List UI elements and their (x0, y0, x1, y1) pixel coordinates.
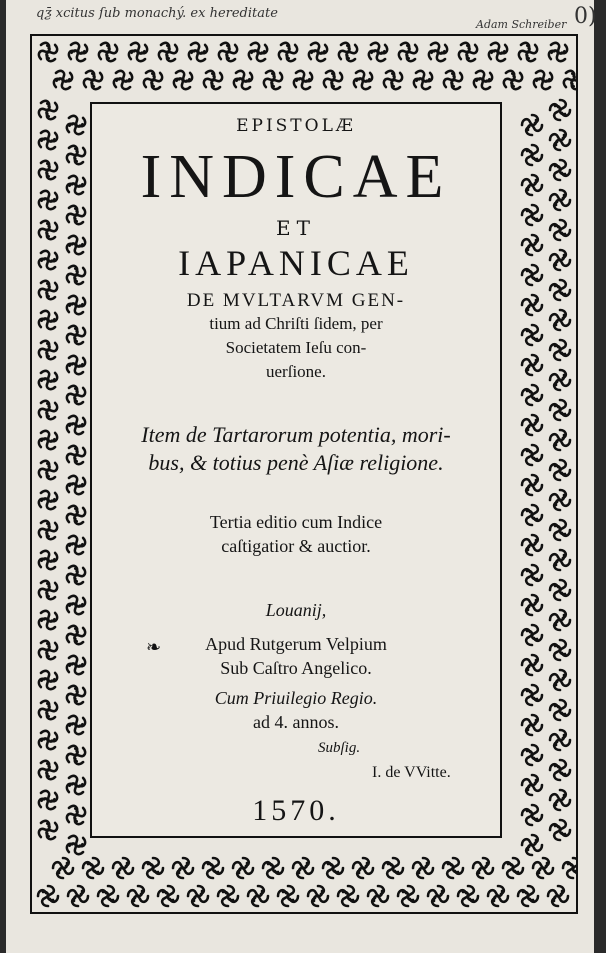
border-fleuron-icon (522, 685, 542, 705)
border-fleuron-icon (550, 130, 570, 150)
border-fleuron-icon (62, 411, 90, 439)
border-fleuron-icon (62, 831, 90, 859)
border-fleuron-icon (154, 38, 182, 66)
border-fleuron-icon (169, 66, 197, 94)
border-fleuron-icon (34, 456, 62, 484)
border-fleuron-icon (62, 621, 90, 649)
hedera-icon: ❧ (146, 637, 162, 658)
border-fleuron-icon (522, 655, 542, 675)
border-fleuron-icon (522, 415, 542, 435)
border-fleuron-icon (550, 520, 570, 540)
border-fleuron-icon (62, 741, 90, 769)
border-fleuron-icon (62, 351, 90, 379)
border-fleuron-icon (62, 111, 90, 139)
border-fleuron-icon (409, 66, 437, 94)
border-fleuron-icon (139, 66, 167, 94)
border-fleuron-icon (62, 201, 90, 229)
border-fleuron-icon (349, 66, 377, 94)
border-fleuron-icon (79, 66, 107, 94)
border-fleuron-icon (522, 565, 542, 585)
border-fleuron-icon (550, 730, 570, 750)
border-fleuron-icon (34, 756, 62, 784)
border-fleuron-icon (62, 531, 90, 559)
border-fleuron-icon (469, 66, 497, 94)
border-fleuron-icon (522, 145, 542, 165)
border-fleuron-icon (62, 801, 90, 829)
border-fleuron-icon (548, 886, 568, 906)
border-fleuron-icon (522, 265, 542, 285)
border-fleuron-icon (353, 858, 373, 878)
border-fleuron-icon (522, 835, 542, 855)
border-fleuron-icon (522, 625, 542, 645)
border-fleuron-icon (34, 636, 62, 664)
border-fleuron-icon (62, 231, 90, 259)
border-fleuron-icon (522, 805, 542, 825)
border-fleuron-icon (522, 535, 542, 555)
imprint-place: Louanij, (265, 600, 327, 620)
border-fleuron-icon (522, 595, 542, 615)
border-fleuron-icon (289, 66, 317, 94)
border-fleuron-icon (34, 606, 62, 634)
border-fleuron-icon (488, 886, 508, 906)
border-fleuron-icon (550, 790, 570, 810)
edition-line-1: Tertia editio cum Indice (209, 512, 383, 532)
border-fleuron-icon (308, 886, 328, 906)
border-fleuron-icon (184, 38, 212, 66)
border-fleuron-icon (522, 745, 542, 765)
border-fleuron-icon (34, 576, 62, 604)
border-fleuron-icon (233, 858, 253, 878)
border-fleuron-icon (62, 711, 90, 739)
border-fleuron-icon (550, 430, 570, 450)
border-fleuron-icon (550, 550, 570, 570)
border-fleuron-icon (424, 38, 452, 66)
title-page (6, 0, 597, 953)
border-fleuron-icon (218, 886, 238, 906)
border-fleuron-icon (522, 115, 542, 135)
border-fleuron-icon (34, 126, 62, 154)
border-fleuron-icon (94, 38, 122, 66)
border-fleuron-icon (34, 696, 62, 724)
border-fleuron-icon (274, 38, 302, 66)
border-fleuron-icon (113, 858, 133, 878)
border-fleuron-icon (398, 886, 418, 906)
border-fleuron-icon (550, 580, 570, 600)
subtitle-line-1: DE MVLTARVM GEN- (186, 290, 406, 311)
border-fleuron-icon (214, 38, 242, 66)
privilege-line-1: Cum Priuilegio Regio. (214, 688, 378, 708)
border-fleuron-icon (364, 38, 392, 66)
border-fleuron-icon (68, 886, 88, 906)
border-fleuron-icon (559, 66, 576, 94)
border-fleuron-icon (34, 186, 62, 214)
border-fleuron-icon (522, 235, 542, 255)
border-fleuron-icon (522, 175, 542, 195)
border-fleuron-icon (383, 858, 403, 878)
ornamental-border-frame (30, 34, 578, 914)
border-fleuron-icon (550, 400, 570, 420)
border-fleuron-icon (550, 670, 570, 690)
border-fleuron-icon (550, 760, 570, 780)
border-fleuron-icon (229, 66, 257, 94)
border-fleuron-icon (38, 886, 58, 906)
title-indicae: INDICAE (140, 143, 452, 211)
subtitle-line-4: uerſione. (266, 362, 326, 381)
handwriting-line-1: qƺ̄ xcitus ſub monachý. ex hereditate (36, 6, 278, 21)
border-fleuron-icon (34, 96, 62, 124)
border-fleuron-icon (473, 858, 493, 878)
border-fleuron-icon (550, 820, 570, 840)
signatory-name: I. de VVitte. (372, 764, 451, 781)
border-fleuron-icon (34, 726, 62, 754)
border-fleuron-icon (518, 886, 538, 906)
border-fleuron-icon (319, 66, 347, 94)
border-fleuron-icon (203, 858, 223, 878)
title-epistolae: EPISTOLÆ (236, 116, 356, 136)
border-fleuron-icon (550, 190, 570, 210)
border-fleuron-icon (544, 38, 572, 66)
border-fleuron-icon (34, 666, 62, 694)
border-fleuron-icon (34, 816, 62, 844)
privilege-line-2: ad 4. annos. (253, 712, 339, 732)
border-fleuron-icon (34, 38, 62, 66)
border-fleuron-icon (62, 381, 90, 409)
border-fleuron-icon (34, 516, 62, 544)
border-fleuron-icon (62, 291, 90, 319)
imprint-year: 1570. (252, 794, 340, 827)
border-fleuron-icon (62, 471, 90, 499)
border-fleuron-icon (413, 858, 433, 878)
border-fleuron-icon (62, 681, 90, 709)
border-fleuron-icon (62, 651, 90, 679)
border-fleuron-icon (173, 858, 193, 878)
border-fleuron-icon (143, 858, 163, 878)
border-fleuron-icon (550, 160, 570, 180)
border-fleuron-icon (34, 276, 62, 304)
border-fleuron-icon (550, 280, 570, 300)
border-fleuron-icon (62, 261, 90, 289)
border-fleuron-icon (533, 858, 553, 878)
border-fleuron-icon (484, 38, 512, 66)
border-fleuron-icon (499, 66, 527, 94)
border-fleuron-icon (278, 886, 298, 906)
border-fleuron-icon (259, 66, 287, 94)
border-fleuron-icon (522, 715, 542, 735)
border-fleuron-icon (62, 171, 90, 199)
border-fleuron-icon (550, 700, 570, 720)
border-fleuron-icon (34, 156, 62, 184)
border-fleuron-icon (563, 858, 576, 878)
border-fleuron-icon (34, 426, 62, 454)
border-fleuron-icon (34, 486, 62, 514)
border-fleuron-icon (522, 385, 542, 405)
title-et: ET (276, 216, 316, 240)
border-fleuron-icon (34, 546, 62, 574)
handwritten-mark: 0) (574, 4, 597, 29)
border-fleuron-icon (124, 38, 152, 66)
subtitle-line-3: Societatem Ieſu con- (225, 338, 367, 357)
border-fleuron-icon (522, 355, 542, 375)
border-fleuron-icon (248, 886, 268, 906)
border-fleuron-icon (49, 66, 77, 94)
border-fleuron-icon (62, 501, 90, 529)
border-fleuron-icon (34, 336, 62, 364)
italic-line-2: bus, & totius penè Aſiæ religione. (148, 450, 444, 475)
border-fleuron-icon (443, 858, 463, 878)
border-fleuron-icon (458, 886, 478, 906)
border-fleuron-icon (34, 396, 62, 424)
border-fleuron-icon (550, 490, 570, 510)
border-fleuron-icon (62, 321, 90, 349)
border-fleuron-icon (62, 441, 90, 469)
border-fleuron-icon (522, 475, 542, 495)
border-fleuron-icon (62, 141, 90, 169)
italic-line-1: Item de Tartarorum potentia, mori- (141, 422, 451, 447)
border-fleuron-icon (522, 325, 542, 345)
border-fleuron-icon (244, 38, 272, 66)
printer-line-2: Sub Caſtro Angelico. (220, 658, 372, 678)
border-fleuron-icon (34, 786, 62, 814)
border-fleuron-icon (199, 66, 227, 94)
edition-line-2: caſtigatior & auctior. (221, 536, 371, 556)
border-fleuron-icon (34, 216, 62, 244)
border-fleuron-icon (128, 886, 148, 906)
border-fleuron-icon (188, 886, 208, 906)
border-fleuron-icon (394, 38, 422, 66)
border-fleuron-icon (550, 250, 570, 270)
border-fleuron-icon (64, 38, 92, 66)
border-fleuron-icon (379, 66, 407, 94)
border-fleuron-icon (62, 561, 90, 589)
border-fleuron-icon (550, 310, 570, 330)
border-fleuron-icon (522, 505, 542, 525)
border-fleuron-icon (34, 366, 62, 394)
border-fleuron-icon (522, 775, 542, 795)
border-fleuron-icon (550, 220, 570, 240)
border-fleuron-icon (62, 771, 90, 799)
border-fleuron-icon (514, 38, 542, 66)
title-iapanicae: IAPANICAE (178, 243, 414, 283)
border-fleuron-icon (98, 886, 118, 906)
printer-line-1: Apud Rutgerum Velpium (205, 634, 387, 654)
border-fleuron-icon (550, 340, 570, 360)
border-fleuron-icon (304, 38, 332, 66)
border-fleuron-icon (34, 246, 62, 274)
border-fleuron-icon (550, 640, 570, 660)
border-fleuron-icon (428, 886, 448, 906)
border-fleuron-icon (34, 306, 62, 334)
subtitle-line-2: tium ad Chriſti ſidem, per (209, 314, 383, 333)
border-fleuron-icon (323, 858, 343, 878)
subsig-label: Subſig. (318, 740, 361, 756)
border-fleuron-icon (158, 886, 178, 906)
border-fleuron-icon (368, 886, 388, 906)
border-fleuron-icon (529, 66, 557, 94)
border-fleuron-icon (522, 445, 542, 465)
text-panel (90, 102, 502, 838)
border-fleuron-icon (334, 38, 362, 66)
border-fleuron-icon (62, 591, 90, 619)
border-fleuron-icon (53, 858, 73, 878)
border-fleuron-icon (454, 38, 482, 66)
border-fleuron-icon (293, 858, 313, 878)
border-fleuron-icon (522, 205, 542, 225)
border-fleuron-icon (338, 886, 358, 906)
border-fleuron-icon (550, 370, 570, 390)
border-fleuron-icon (503, 858, 523, 878)
border-fleuron-icon (550, 610, 570, 630)
border-fleuron-icon (550, 460, 570, 480)
border-fleuron-icon (109, 66, 137, 94)
handwriting-line-2: Adam Schreiber (476, 18, 567, 31)
border-fleuron-icon (522, 295, 542, 315)
border-fleuron-icon (439, 66, 467, 94)
border-fleuron-icon (263, 858, 283, 878)
border-fleuron-icon (83, 858, 103, 878)
border-fleuron-icon (550, 100, 570, 120)
handwritten-annotation (36, 0, 596, 30)
